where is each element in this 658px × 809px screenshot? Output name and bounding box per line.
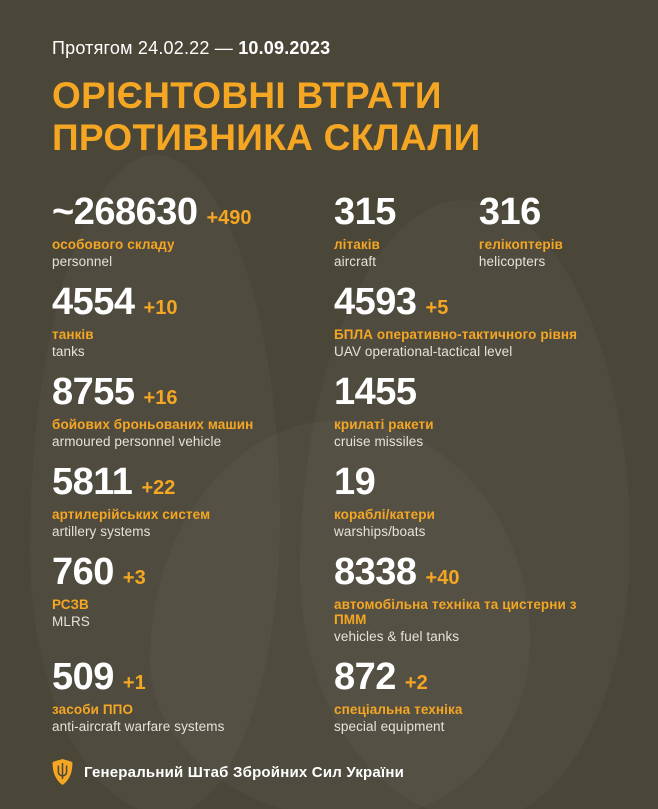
stat-artillery-value: 5811: [52, 461, 133, 504]
stat-uav-numline: [334, 281, 606, 324]
stat-special-equipment-value: 872: [334, 656, 396, 699]
grid-col-left-1: [52, 193, 334, 283]
page-title: [52, 75, 606, 159]
stat-tanks-value: 4554: [52, 281, 135, 324]
stat-cruise-missiles-value: 1455: [334, 371, 417, 414]
stat-warships-value: 19: [334, 461, 376, 504]
stat-personnel-value: ~268630: [52, 191, 198, 234]
stat-special-equipment-numline: [334, 656, 606, 699]
stat-personnel-label-en: personnel: [52, 254, 113, 270]
stat-helicopters-numline: [478, 191, 563, 234]
stat-apv-label-ua: бойових броньованих машин: [52, 417, 254, 433]
stat-mlrs-numline: [52, 551, 334, 594]
stat-special-equipment-label-ua: спеціальна техніка: [334, 702, 463, 718]
stat-aircraft-value: 315: [334, 191, 396, 234]
grid-col-right-6: [334, 658, 606, 748]
stat-cruise-missiles-label-ua: крилаті ракети: [334, 417, 434, 433]
footer: [52, 759, 404, 785]
stat-vehicles-delta: +40: [425, 567, 460, 590]
stat-tanks-numline: [52, 281, 334, 324]
stat-tanks-delta: +10: [143, 297, 178, 320]
stat-cruise-missiles-label-en: cruise missiles: [334, 434, 424, 450]
stat-uav-delta: +5: [425, 297, 449, 320]
grid-row-1: [52, 193, 606, 283]
title-line-1: ОРІЄНТОВНІ ВТРАТИ: [52, 75, 442, 116]
stat-apv-numline: [52, 371, 334, 414]
stat-mlrs-label-ua: РСЗВ: [52, 597, 89, 613]
period-date: 10.09.2023: [238, 38, 331, 58]
stat-aa-systems-delta: +1: [122, 672, 146, 695]
stat-uav-value: 4593: [334, 281, 417, 324]
stat-mlrs: [52, 553, 334, 629]
stat-helicopters-label-en: helicopters: [478, 254, 546, 270]
stat-personnel-numline: [52, 191, 334, 234]
stat-vehicles-label-en: vehicles & fuel tanks: [334, 629, 460, 645]
grid-row-6: [52, 658, 606, 748]
stat-special-equipment-label-en: special equipment: [334, 719, 445, 735]
stat-mlrs-delta: +3: [122, 567, 146, 590]
grid-row-3: [52, 373, 606, 463]
stat-cruise-missiles-numline: [334, 371, 606, 414]
stat-special-equipment: [334, 658, 606, 734]
stat-warships-label-ua: кораблі/катери: [334, 507, 435, 523]
stat-cruise-missiles: [334, 373, 606, 449]
stat-aa-systems-label-en: anti-aircraft warfare systems: [52, 719, 225, 735]
grid-col-left-5: [52, 553, 334, 643]
stat-artillery-label-ua: артилерійських систем: [52, 507, 211, 523]
grid-row-5: [52, 553, 606, 658]
stat-mlrs-label-en: MLRS: [52, 614, 90, 630]
stat-vehicles: [334, 553, 606, 644]
stat-special-equipment-delta: +2: [404, 672, 428, 695]
period-prefix: Протягом 24.02.22 —: [52, 38, 233, 58]
stat-artillery: [52, 463, 334, 539]
stat-tanks-label-ua: танків: [52, 327, 94, 343]
grid-col-right-3: [334, 373, 606, 463]
grid-col-left-2: [52, 283, 334, 373]
grid-col-right-4: [334, 463, 606, 553]
stat-apv-value: 8755: [52, 371, 135, 414]
stat-apv: [52, 373, 334, 449]
stat-helicopters: [479, 193, 563, 269]
stat-tanks: [52, 283, 334, 359]
stat-warships-numline: [334, 461, 606, 504]
stat-uav: [334, 283, 606, 359]
stat-apv-label-en: armoured personnel vehicle: [52, 434, 222, 450]
stat-artillery-delta: +22: [141, 477, 176, 500]
stat-artillery-label-en: artillery systems: [52, 524, 151, 540]
stat-aircraft-numline: [334, 191, 405, 234]
grid-col-left-3: [52, 373, 334, 463]
stat-warships-label-en: warships/boats: [334, 524, 426, 540]
stat-personnel-label-ua: особового складу: [52, 237, 175, 253]
stat-warships: [334, 463, 606, 539]
stat-aa-systems: [52, 658, 334, 734]
stat-personnel: [52, 193, 334, 269]
grid-col-right-2: [334, 283, 606, 373]
stat-pair-air: [334, 193, 606, 283]
footer-text: Генеральний Штаб Збройних Сил України: [84, 763, 405, 781]
stat-helicopters-label-ua: гелікоптерів: [478, 237, 563, 253]
stat-helicopters-value: 316: [478, 191, 541, 234]
title-line-2: ПРОТИВНИКА СКЛАЛИ: [52, 117, 481, 159]
trident-emblem-icon: [52, 759, 73, 785]
stat-apv-delta: +16: [143, 387, 178, 410]
grid-row-4: [52, 463, 606, 553]
period-line: [52, 0, 606, 59]
stat-personnel-delta: +490: [206, 207, 252, 230]
grid-col-left-4: [52, 463, 334, 553]
grid-col-left-6: [52, 658, 334, 748]
stat-uav-label-ua: БПЛА оперативно-тактичного рівня: [334, 327, 578, 343]
stat-vehicles-numline: [334, 551, 606, 594]
stat-aircraft-label-en: aircraft: [334, 254, 377, 270]
stat-aircraft: [334, 193, 405, 269]
grid-col-right-1: [334, 193, 606, 283]
stat-aa-systems-numline: [52, 656, 334, 699]
stat-tanks-label-en: tanks: [52, 344, 85, 360]
stat-aa-systems-value: 509: [52, 656, 114, 699]
stat-mlrs-value: 760: [52, 551, 114, 594]
stat-aircraft-label-ua: літаків: [334, 237, 380, 253]
stat-uav-label-en: UAV operational-tactical level: [334, 344, 513, 360]
losses-grid: [52, 193, 606, 748]
stat-vehicles-value: 8338: [334, 551, 417, 594]
stat-vehicles-label-ua: автомобільна техніка та цистерни з ПММ: [334, 597, 577, 628]
grid-row-2: [52, 283, 606, 373]
grid-col-right-5: [334, 553, 606, 658]
stat-aa-systems-label-ua: засоби ППО: [52, 702, 134, 718]
stat-artillery-numline: [52, 461, 334, 504]
